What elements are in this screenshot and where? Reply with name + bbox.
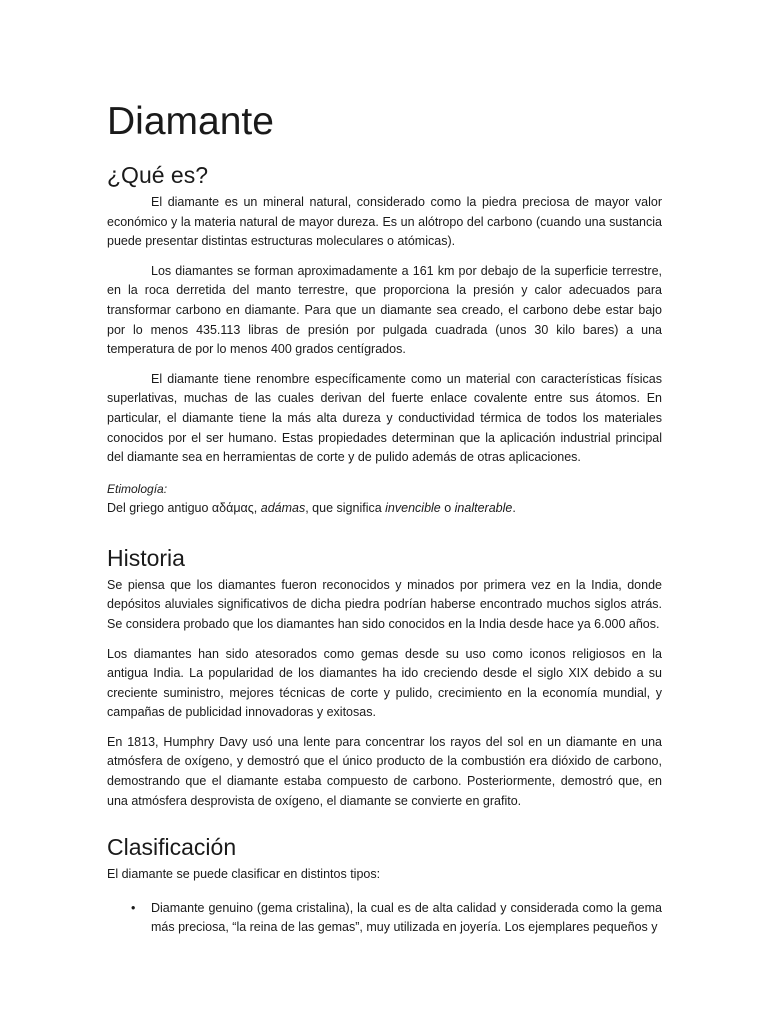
paragraph: El diamante es un mineral natural, considerado como la piedra preciosa de mayor valor económico y la materia natural de mayor dureza. Es un alótropo del carbono (cuando una sustancia puede presentar distintas estructuras moleculares o atómicas).	[107, 195, 662, 249]
etymology-word: adámas	[260, 500, 306, 515]
paragraph: En 1813, Humphry Davy usó una lente para concentrar los rayos del sol en un diamante en una atmósfera de oxígeno, y demostró que el único producto de la combustión era dióxido de carbono, demostrando que el diamante estaba compuesto de carbono. Posteriormente, demostró que, en una atmósfera desprovista de oxígeno, el diamante se convierte en grafito.	[107, 734, 662, 808]
paragraph: El diamante se puede clasificar en distintos tipos:	[107, 867, 381, 882]
section-heading-que-es: ¿Qué es?	[107, 162, 208, 188]
classification-list	[107, 899, 662, 938]
paragraph: Los diamantes se forman aproximadamente a 161 km por debajo de la superficie terrestre, en la roca derretida del manto terrestre, que proporciona la presión y calor adecuados para transformar carbono en diamante. Para que un diamante sea creado, el carbono debe estar bajo por lo menos 435.113 libras de presión por pulgada cuadrada (unos 30 kilo bares) a una temperatura de por lo menos 400 grados centígrados.	[107, 263, 662, 357]
bullet-icon: •	[131, 900, 136, 915]
etymology-label: Etimología:	[107, 481, 168, 496]
list-item	[107, 899, 662, 938]
paragraph: Se piensa que los diamantes fueron reconocidos y minados por primera vez en la India, donde depósitos aluviales significativos de dicha piedra podrían haberse encontrado muchos siglos atrás. Se considera probado que los diamantes han sido conocidos en la India desde hace ya 6.000 años.	[107, 577, 662, 631]
etymology-text: Del griego antiguo αδάμας, adámas, que significa invencible o inalterable.	[107, 500, 516, 515]
paragraph: El diamante tiene renombre específicamente como un material con características físicas superlativas, muchas de las cuales derivan del fuerte enlace covalente entre sus átomos. En particular, el diamante tiene la más alta dureza y conductividad térmica de todos los materiales conocidos por el ser humano. Estas propiedades determinan que la aplicación industrial principal del diamante sea en herramientas de corte y de pulido además de otras aplicaciones.	[107, 371, 662, 465]
paragraph: Los diamantes han sido atesorados como gemas desde su uso como iconos religiosos en la antigua India. La popularidad de los diamantes ha ido creciendo desde el siglo XIX debido a su creciente suministro, mejores técnicas de corte y pulido, crecimiento en la economía mundial, y campañas de publicidad innovadoras y exitosas.	[107, 646, 662, 720]
section-heading-historia: Historia	[107, 544, 185, 571]
section-heading-clasificacion: Clasificación	[107, 834, 237, 861]
document-title: Diamante	[107, 100, 274, 143]
list-item-text: Diamante genuino (gema cristalina), la cual es de alta calidad y considerada como la gema más preciosa, “la reina de las gemas”, muy utilizada en joyería. Los ejemplares pequeños y	[151, 900, 662, 935]
document-page	[107, 98, 662, 948]
